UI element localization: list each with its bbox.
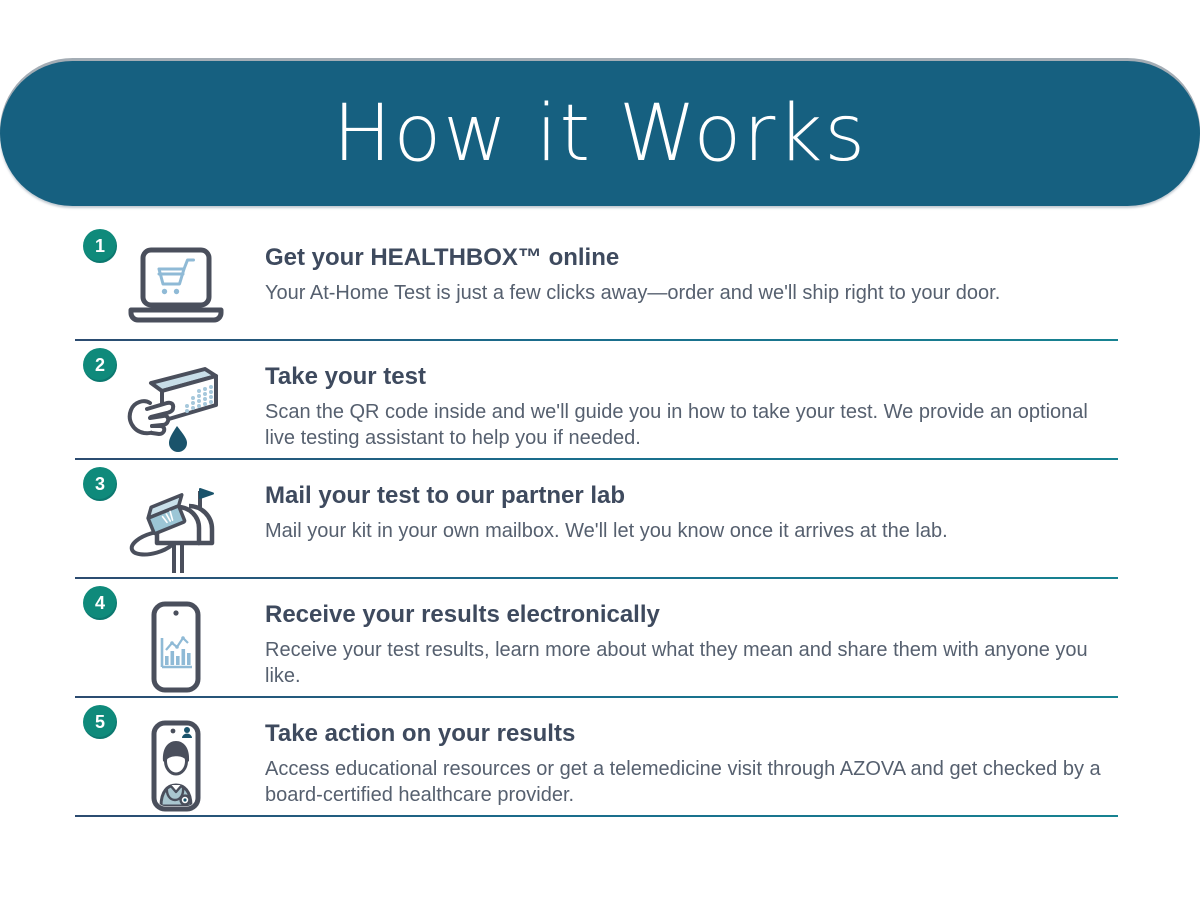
steps-list (75, 222, 1118, 817)
step-row-1 (75, 222, 1118, 339)
step-number: 5 (94, 711, 105, 732)
step-title: Take your test (265, 363, 426, 390)
step-number: 1 (94, 235, 105, 256)
mailbox-icon (121, 481, 231, 577)
step-number-badge (83, 229, 117, 263)
step-number-badge (83, 467, 117, 501)
step-number: 3 (94, 473, 105, 494)
step-row-4 (75, 579, 1118, 696)
step-number-badge (83, 348, 117, 382)
step-number: 2 (94, 354, 105, 375)
phone-doctor-icon (121, 719, 231, 815)
header-banner (0, 61, 1200, 206)
step-description: Scan the QR code inside and we'll guide you in how to take your test. We provide an optional live testing assistant to help you if needed. (265, 401, 1088, 450)
step-text-block (265, 719, 1118, 809)
page-title: How it Works (332, 88, 868, 179)
step-description: Access educational resources or get a telemedicine visit through AZOVA and get checked by a board-certified healthcare provider. (265, 758, 1101, 807)
test-box-hand-icon (121, 362, 231, 458)
step-row-2 (75, 341, 1118, 458)
step-title: Get your HEALTHBOX™ online (265, 244, 620, 271)
step-description: Your At-Home Test is just a few clicks away—order and we'll ship right to your door. (265, 282, 1001, 304)
phone-chart-icon (121, 600, 231, 696)
step-description: Receive your test results, learn more about what they mean and share them with anyone you like. (265, 639, 1088, 688)
step-row-5 (75, 698, 1118, 815)
step-divider (75, 815, 1118, 817)
step-text-block (265, 481, 1118, 544)
step-number-badge (83, 705, 117, 739)
step-title: Take action on your results (265, 720, 576, 747)
step-text-block (265, 600, 1118, 690)
step-row-3 (75, 460, 1118, 577)
step-description: Mail your kit in your own mailbox. We'll let you know once it arrives at the lab. (265, 520, 948, 542)
step-number-badge (83, 586, 117, 620)
step-text-block (265, 362, 1118, 452)
step-number: 4 (94, 592, 105, 613)
step-title: Receive your results electronically (265, 601, 660, 628)
step-text-block (265, 243, 1118, 306)
step-title: Mail your test to our partner lab (265, 482, 626, 509)
laptop-cart-icon (121, 243, 231, 339)
